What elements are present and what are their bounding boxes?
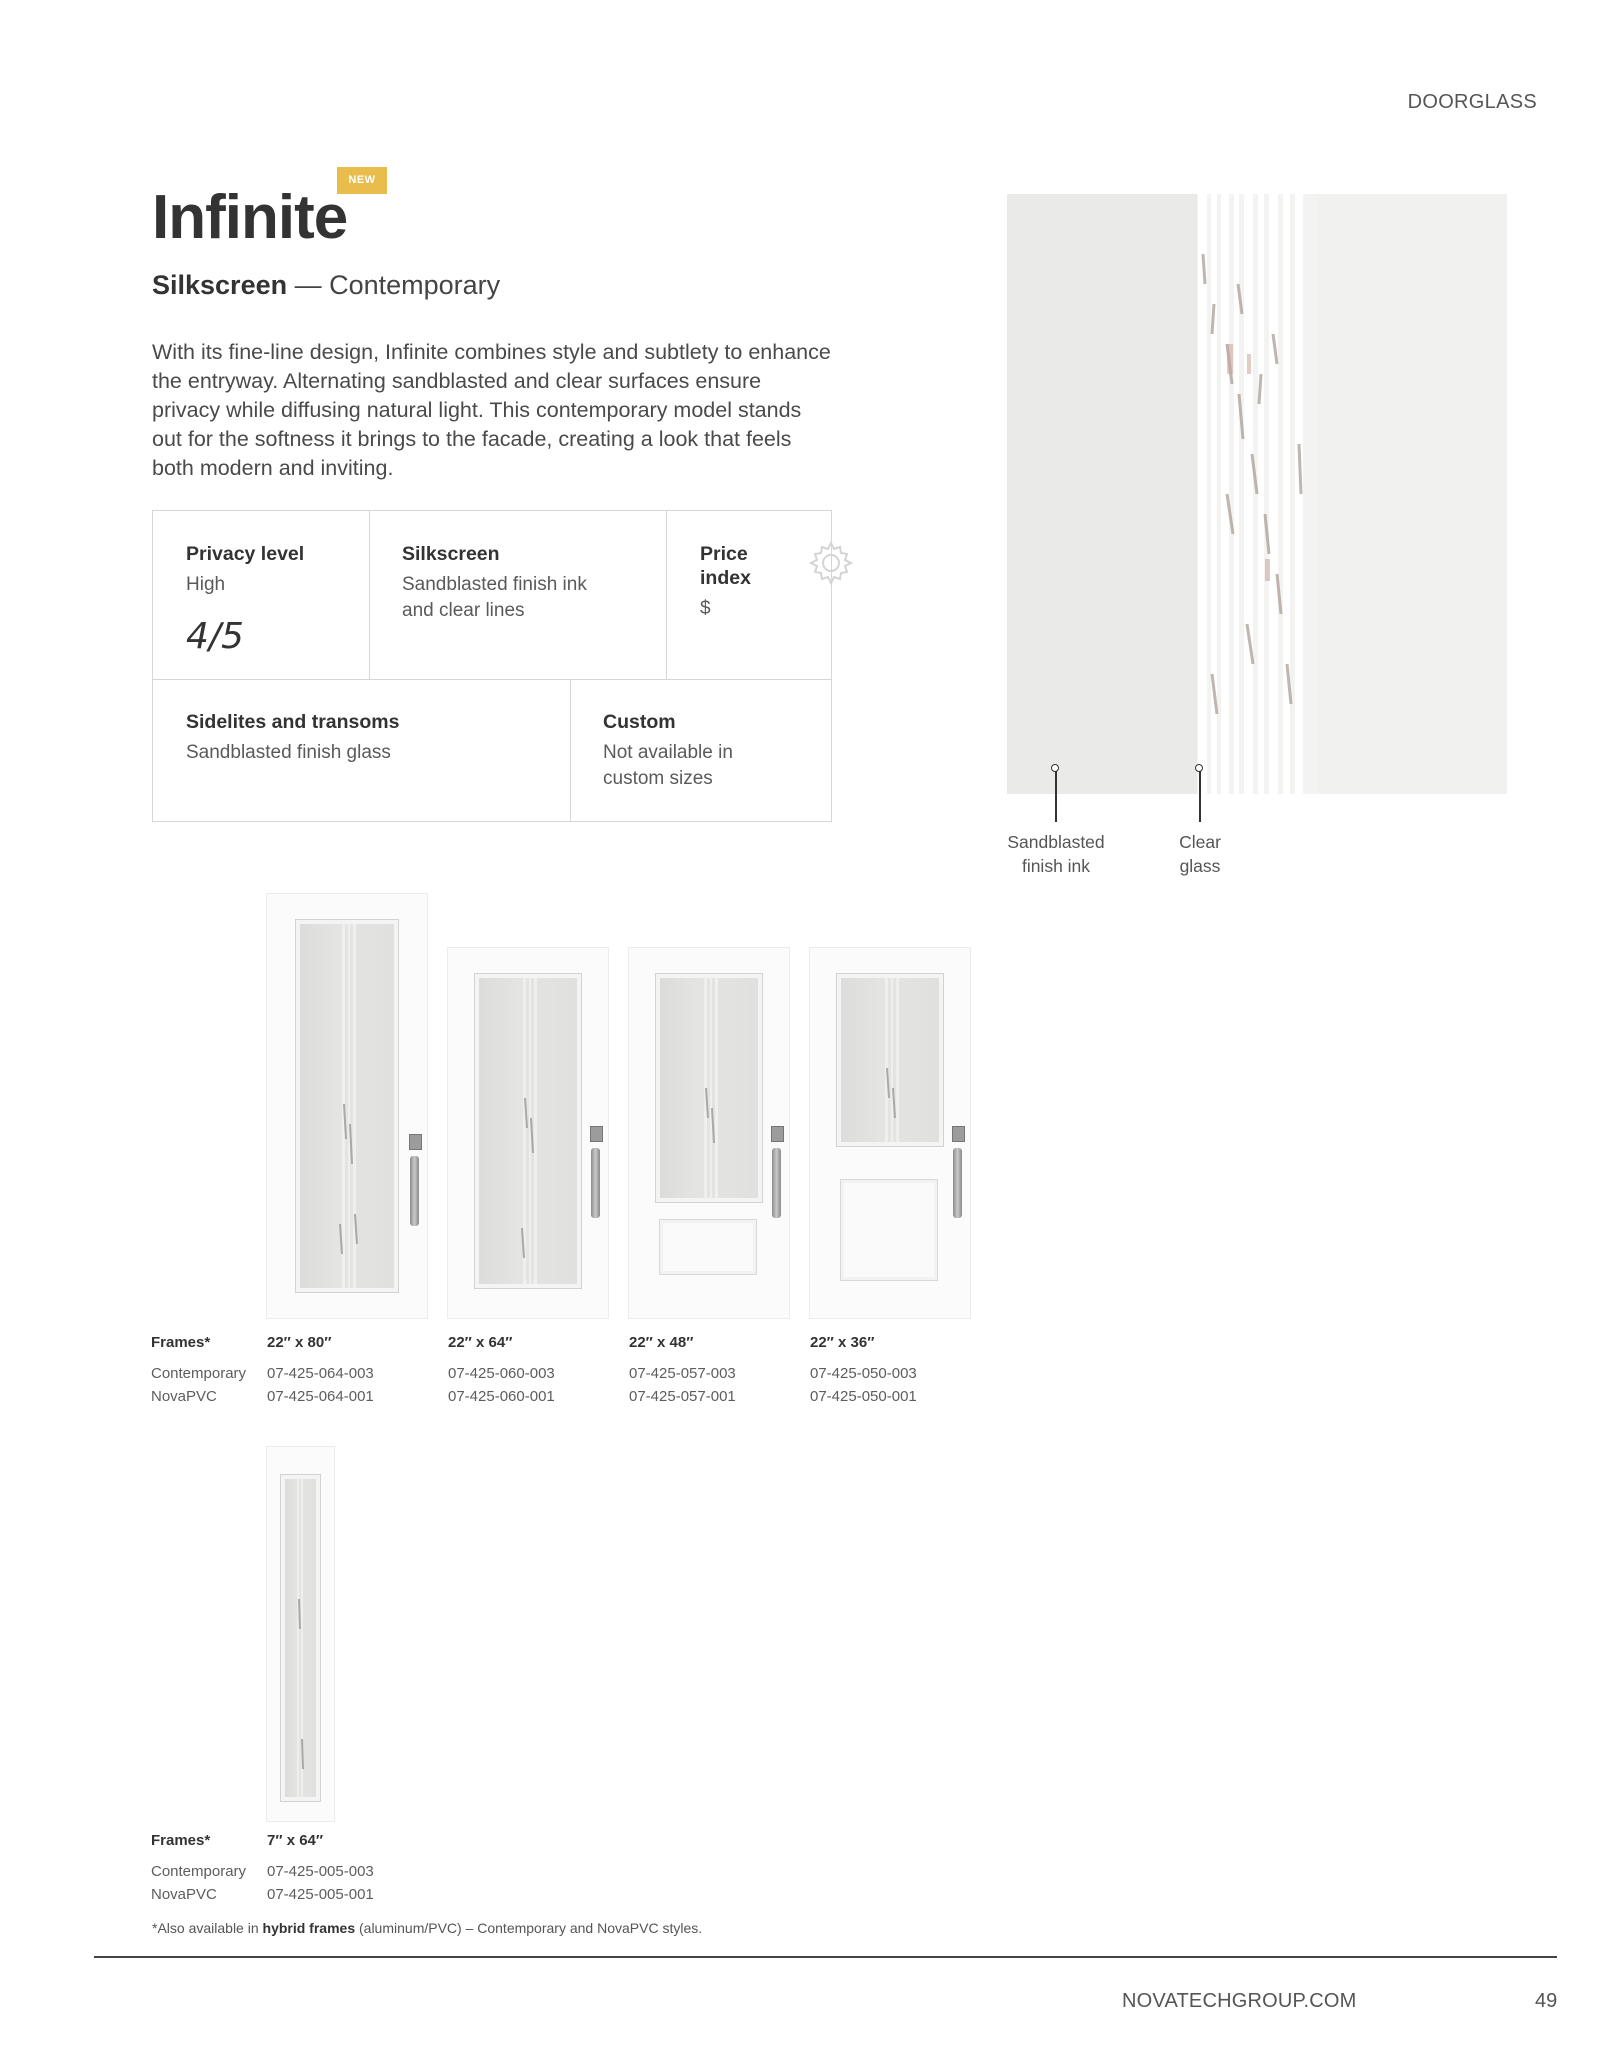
product-code: 07-425-060-001 xyxy=(448,1388,555,1405)
frames-table-2 xyxy=(151,1832,451,1912)
silkscreen-value-1: Sandblasted finish ink xyxy=(402,574,587,595)
product-code: 07-425-050-003 xyxy=(810,1365,917,1382)
frames-table-1 xyxy=(151,1334,981,1414)
product-title: Infinite xyxy=(152,183,348,252)
door-image-22x64 xyxy=(448,948,608,1318)
callout-clear-line2: glass xyxy=(1179,856,1221,876)
callout-dot-clear xyxy=(1195,764,1203,772)
section-label: DOORGLASS xyxy=(1407,91,1537,113)
footnote-prefix: *Also available in xyxy=(152,1920,263,1936)
subtitle-type: Silkscreen xyxy=(152,270,288,300)
sidelites-label: Sidelites and transoms xyxy=(186,711,400,733)
door-image-22x80 xyxy=(267,894,427,1318)
glass-closeup-image xyxy=(1007,194,1507,794)
price-label-1: Price xyxy=(700,543,748,565)
price-value: $ xyxy=(700,598,711,619)
size-label: 7″ x 64″ xyxy=(267,1832,324,1849)
row-label: Contemporary xyxy=(151,1365,247,1382)
product-code: 07-425-057-001 xyxy=(629,1388,736,1405)
door-image-22x48 xyxy=(629,948,789,1318)
price-label-2: index xyxy=(700,567,751,589)
callout-sandblasted-line1: Sandblasted xyxy=(1007,832,1105,852)
product-code: 07-425-057-003 xyxy=(629,1365,736,1382)
spec-privacy xyxy=(153,511,369,657)
footnote-suffix: (aluminum/PVC) – Contemporary and NovaPVC styles. xyxy=(355,1920,703,1936)
callout-clear xyxy=(1160,830,1240,878)
callout-dot-sandblasted xyxy=(1051,764,1059,772)
spec-silkscreen xyxy=(369,511,666,624)
product-code: 07-425-005-003 xyxy=(267,1863,374,1880)
callout-line-clear xyxy=(1199,770,1201,822)
spec-custom xyxy=(570,679,831,792)
row-label: NovaPVC xyxy=(151,1886,217,1903)
product-code: 07-425-005-001 xyxy=(267,1886,374,1903)
row-label: NovaPVC xyxy=(151,1388,217,1405)
door-image-22x36 xyxy=(810,948,970,1318)
new-badge: NEW xyxy=(337,167,387,194)
silkscreen-value-2: and clear lines xyxy=(402,600,525,621)
privacy-score: 4/5 xyxy=(186,616,244,657)
footnote-bold: hybrid frames xyxy=(262,1920,356,1936)
product-code: 07-425-060-003 xyxy=(448,1365,555,1382)
privacy-label: Privacy level xyxy=(186,543,305,565)
silkscreen-label: Silkscreen xyxy=(402,543,500,565)
callout-clear-line1: Clear xyxy=(1179,832,1221,852)
sidelites-value: Sandblasted finish glass xyxy=(186,742,391,763)
custom-value-2: custom sizes xyxy=(603,768,713,789)
product-code: 07-425-050-001 xyxy=(810,1388,917,1405)
page-number: 49 xyxy=(1535,1990,1558,2012)
size-label: 22″ x 80″ xyxy=(267,1334,332,1351)
product-code: 07-425-064-003 xyxy=(267,1365,374,1382)
frames-header: Frames* xyxy=(151,1832,211,1849)
sidelite-image-7x64 xyxy=(267,1447,334,1821)
spec-grid xyxy=(152,510,832,822)
row-label: Contemporary xyxy=(151,1863,247,1880)
spec-price xyxy=(666,511,831,622)
callout-sandblasted xyxy=(996,830,1116,878)
callout-line-sandblasted xyxy=(1055,770,1057,822)
product-subtitle xyxy=(152,270,500,301)
subtitle-style: — Contemporary xyxy=(287,270,501,300)
frames-header: Frames* xyxy=(151,1334,211,1351)
footnote xyxy=(152,1920,702,1936)
size-label: 22″ x 48″ xyxy=(629,1334,694,1351)
product-description: With its fine-line design, Infinite combines style and subtlety to enhance the entryway. Alternating sandblasted and clear surfaces ensure privacy while diffusing natural light. This contemporary model stands out for the softness it brings to the facade, creating a look that feels both modern and inviting. xyxy=(152,340,831,480)
size-label: 22″ x 64″ xyxy=(448,1334,513,1351)
footer-website[interactable]: NOVATECHGROUP.COM xyxy=(1122,1990,1357,2012)
gear-icon xyxy=(808,540,854,586)
size-label: 22″ x 36″ xyxy=(810,1334,875,1351)
callout-sandblasted-line2: finish ink xyxy=(1021,856,1091,876)
privacy-value: High xyxy=(186,574,226,595)
product-code: 07-425-064-001 xyxy=(267,1388,374,1405)
footer-rule xyxy=(94,1956,1557,1958)
custom-label: Custom xyxy=(603,711,676,733)
custom-value-1: Not available in xyxy=(603,742,733,763)
spec-sidelites xyxy=(153,679,570,766)
